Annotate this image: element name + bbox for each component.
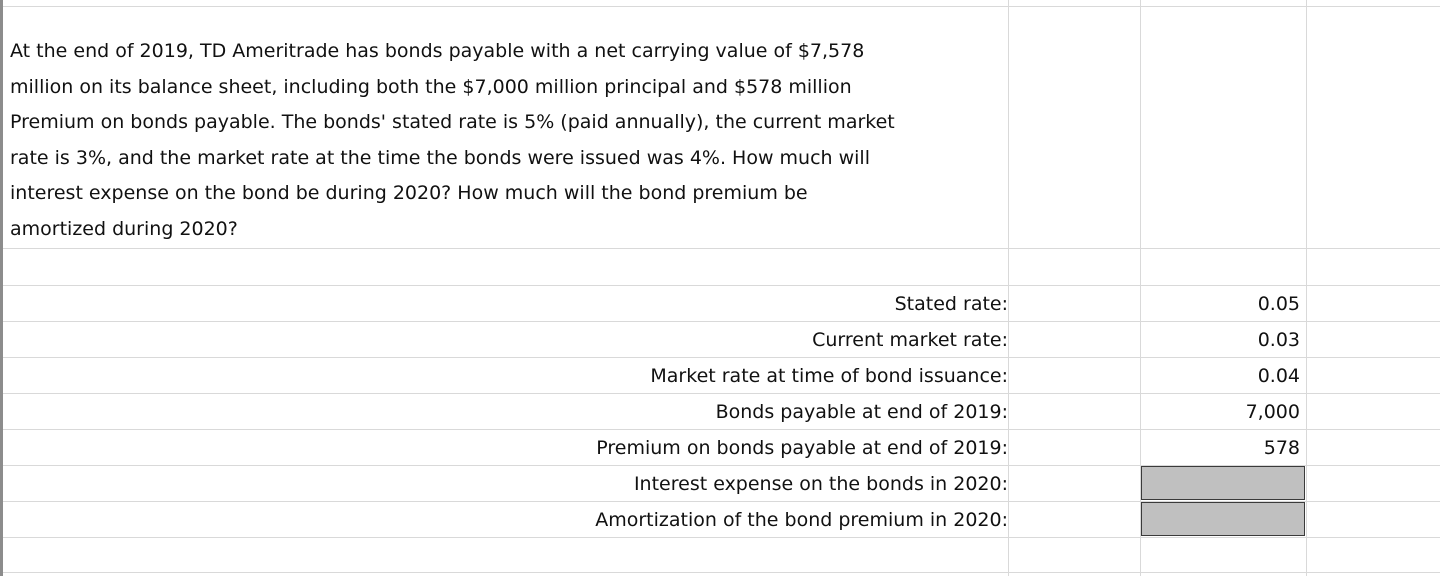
value-stated-rate[interactable]: 0.05	[1257, 293, 1300, 315]
label-current-market-rate[interactable]: Current market rate:	[812, 329, 1008, 351]
label-stated-rate[interactable]: Stated rate:	[894, 293, 1008, 315]
question-text: At the end of 2019, TD Ameritrade has bonds payable with a net carrying value of $7,578 million on its balance sheet, including both the $7,000 million principal and $578 million Premium on bonds payable. The bonds' stated rate is 5% (paid annually), the current market rate is 3%, and the market rate at the time the bonds were issued was 4%. How much will interest expense on the bond be during 2020? How much will the bond premium be amortized during 2020?	[10, 40, 895, 240]
row-divider	[0, 285, 1440, 286]
value-premium-2019[interactable]: 578	[1263, 437, 1300, 459]
label-bonds-payable-2019[interactable]: Bonds payable at end of 2019:	[715, 401, 1008, 423]
label-amortization-2020[interactable]: Amortization of the bond premium in 2020:	[595, 509, 1008, 531]
value-market-rate-at-issuance[interactable]: 0.04	[1257, 365, 1300, 387]
label-premium-2019[interactable]: Premium on bonds payable at end of 2019:	[596, 437, 1008, 459]
answer-amortization-2020[interactable]	[1141, 502, 1305, 536]
row-divider	[0, 6, 1440, 7]
row-divider	[0, 321, 1440, 322]
answer-interest-expense-2020[interactable]	[1141, 466, 1305, 500]
sheet-left-border	[0, 0, 3, 576]
value-current-market-rate[interactable]: 0.03	[1257, 329, 1300, 351]
row-divider	[0, 572, 1440, 573]
row-divider	[0, 248, 1440, 249]
label-interest-expense-2020[interactable]: Interest expense on the bonds in 2020:	[633, 473, 1008, 495]
column-divider	[1306, 0, 1307, 576]
value-bonds-payable-2019[interactable]: 7,000	[1245, 401, 1300, 423]
label-market-rate-at-issuance[interactable]: Market rate at time of bond issuance:	[650, 365, 1008, 387]
